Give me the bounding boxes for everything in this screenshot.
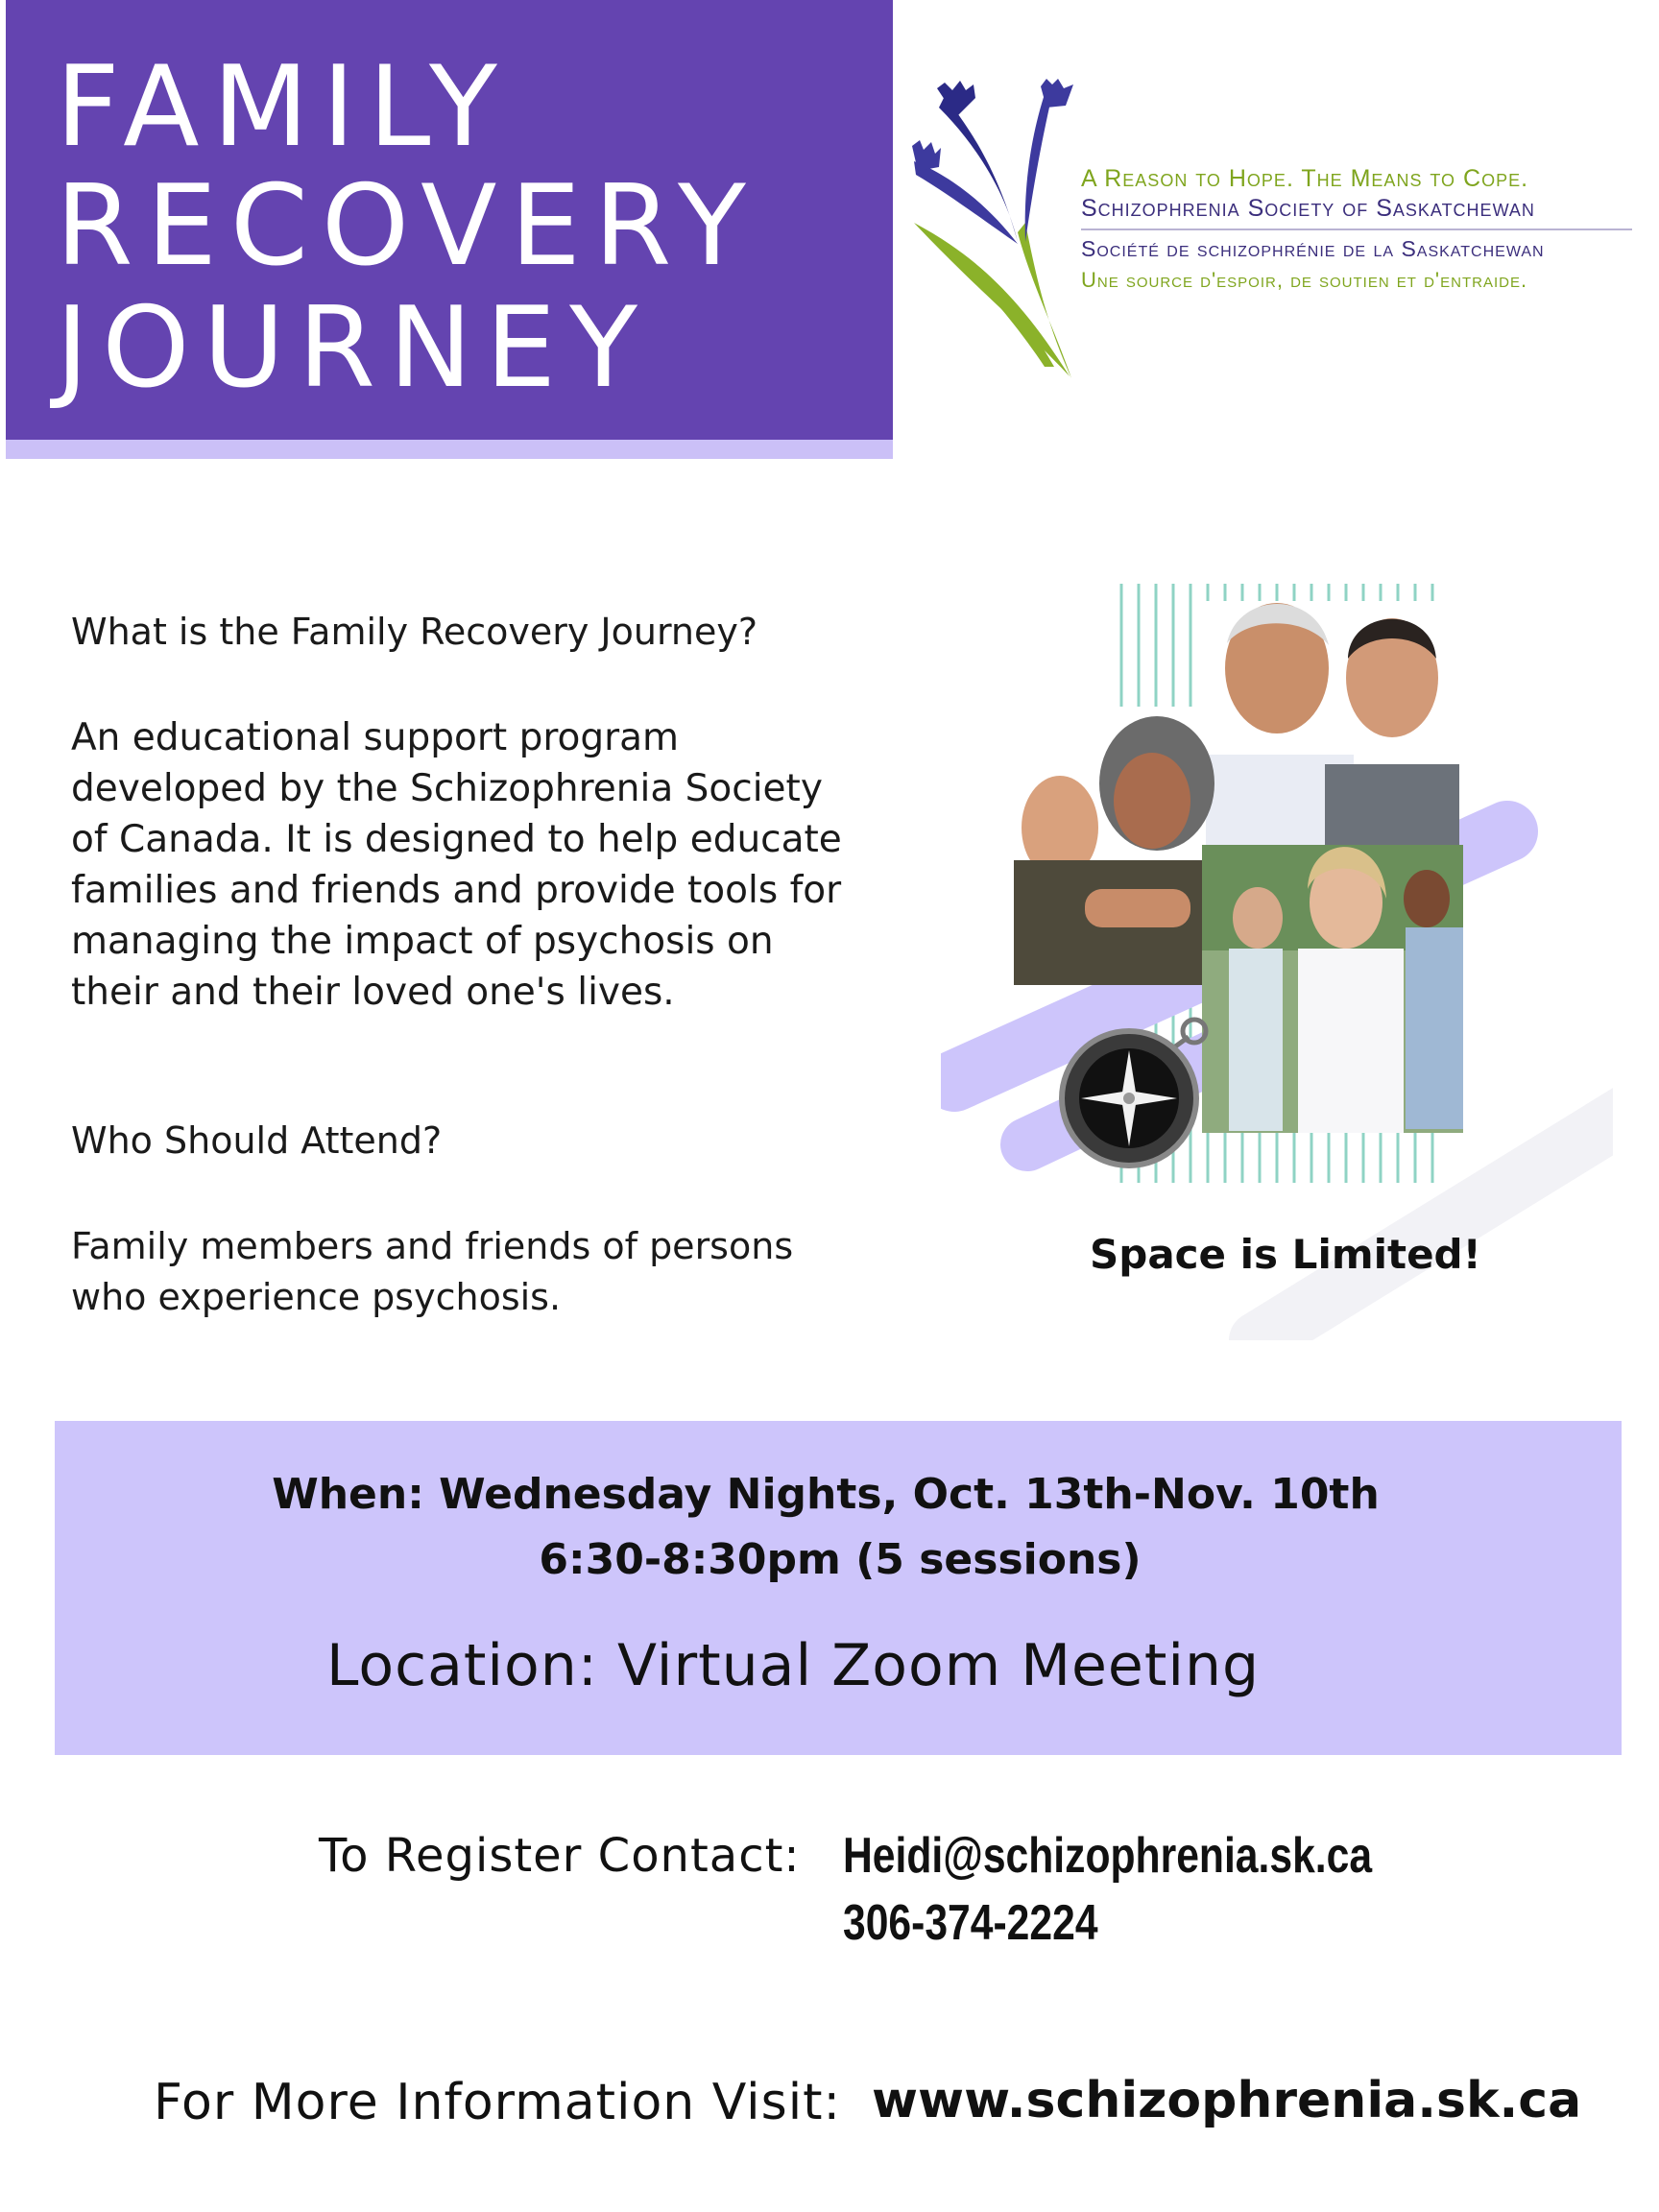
audience-answer-line: Family members and friends of persons — [71, 1225, 794, 1267]
logo-tagline-en: A Reason to Hope. The Means to Cope. — [1081, 165, 1529, 192]
about-answer-line: their and their loved one's lives. — [71, 971, 675, 1014]
event-location: Location: Virtual Zoom Meeting — [326, 1632, 1261, 1699]
register-email-link[interactable]: Heidi@schizophrenia.sk.ca — [843, 1828, 1373, 1884]
event-when: When: Wednesday Nights, Oct. 13th-Nov. 10th — [272, 1470, 1380, 1519]
photo-collage — [941, 572, 1613, 1340]
about-answer-line: An educational support program — [71, 716, 680, 759]
hands-logo-icon — [910, 79, 1083, 386]
audience-answer — [71, 1221, 935, 1323]
event-time: 6:30-8:30pm (5 sessions) — [539, 1535, 1142, 1584]
title-band-accent — [6, 440, 893, 459]
register-label: To Register Contact: — [319, 1829, 801, 1883]
website-link[interactable]: www.schizophrenia.sk.ca — [872, 2072, 1582, 2129]
photo-couple — [1014, 707, 1214, 985]
register-phone[interactable]: 306-374-2224 — [843, 1895, 1098, 1951]
about-answer-line: managing the impact of psychosis on — [71, 920, 774, 963]
audience-question: Who Should Attend? — [71, 1119, 443, 1162]
logo-org-fr: Société de schizophrénie de la Saskatchewan — [1081, 236, 1545, 261]
more-info-label: For More Information Visit: — [154, 2074, 842, 2131]
logo-org-en: Schizophrenia Society of Saskatchewan — [1081, 195, 1535, 222]
about-answer-line: developed by the Schizophrenia Society — [71, 767, 823, 810]
space-limited-notice: Space is Limited! — [1090, 1231, 1481, 1278]
audience-answer-line: who experience psychosis. — [71, 1276, 562, 1318]
photo-two-men — [1198, 601, 1459, 851]
title-line-1: FAMILY — [56, 42, 511, 172]
about-answer-line: of Canada. It is designed to help educate — [71, 818, 842, 861]
about-question: What is the Family Recovery Journey? — [71, 611, 758, 653]
about-answer — [71, 712, 935, 1018]
title-line-3: JOURNEY — [56, 283, 651, 413]
logo-divider — [1081, 228, 1632, 230]
photo-group — [1202, 845, 1463, 1133]
logo-tagline-fr: Une source d'espoir, de soutien et d'entraide. — [1081, 268, 1528, 292]
title-line-2: RECOVERY — [56, 161, 759, 291]
about-answer-line: families and friends and provide tools for — [71, 869, 842, 912]
